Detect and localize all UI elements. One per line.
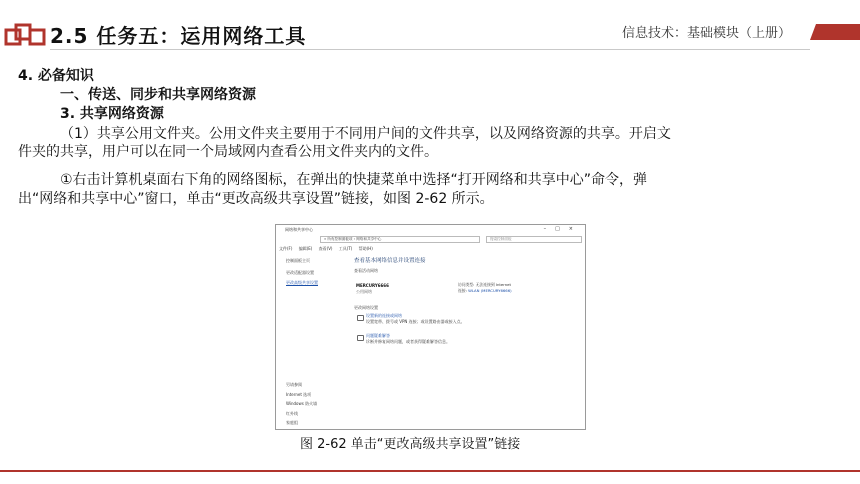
see-also-infrared: 红外线 [286, 410, 298, 416]
new-connection-desc: 设置宽带、拨号或 VPN 连接；或设置路由器或接入点。 [366, 319, 465, 324]
connection-label: 连接: [458, 288, 467, 293]
left-link-adapter: 更改适配器设置 [286, 270, 314, 275]
change-settings-label: 更改网络设置 [354, 305, 378, 310]
troubleshoot-icon [357, 335, 364, 341]
new-connection-icon [357, 315, 364, 321]
header-divider [50, 49, 810, 50]
active-network-label: 查看活动网络 [354, 268, 378, 273]
new-connection-item [366, 313, 465, 325]
header-accent-bar [810, 24, 860, 40]
section-heading: 4. 必备知识 [18, 68, 94, 84]
footer-line [0, 470, 860, 472]
see-also-label: 另请参阅 [286, 382, 302, 387]
figure-caption: 图 2-62 单击“更改高级共享设置”链接 [300, 437, 521, 452]
see-also-list [286, 382, 317, 430]
window-title: 网络和共享中心 [285, 227, 313, 232]
menu-edit: 编辑(E) [298, 246, 313, 251]
paragraph-1-line-2: 件夹的共享，用户可以在同一个局域网内查看公用文件夹内的文件。 [18, 144, 438, 160]
subsection-heading: 一、传送、同步和共享网络资源 [60, 87, 256, 103]
main-panel [354, 256, 582, 274]
search-box: 搜索控制面板 [486, 236, 582, 243]
access-label: 访问类型: [458, 282, 475, 287]
menu-tools: 工具(T) [338, 246, 353, 251]
troubleshoot-desc: 诊断并修复网络问题，或者获得疑难解答信息。 [366, 339, 450, 344]
paragraph-2-line-2: 出“网络和共享中心”窗口，单击“更改高级共享设置”链接，如图 2-62 所示。 [18, 191, 494, 207]
network-sharing-center-screenshot [275, 224, 586, 430]
see-also-internet: Internet 选项 [286, 391, 312, 397]
logo-icon [4, 22, 48, 48]
book-title: 信息技术：基础模块（上册） [622, 26, 792, 41]
menu-bar [279, 246, 378, 252]
left-link-advanced-sharing: 更改高级共享设置 [286, 280, 318, 285]
access-value: 无法连接到 Internet [475, 282, 511, 287]
topic-heading: 3. 共享网络资源 [60, 106, 164, 122]
see-also-firewall: Windows 防火墙 [286, 401, 318, 406]
paragraph-1-line-1: （1）共享公用文件夹。公用文件夹主要用于不同用户间的文件共享，以及网络资源的共享。开启文 [60, 126, 671, 142]
network-info [356, 283, 389, 295]
network-access [458, 282, 512, 294]
troubleshoot-link: 问题疑难解答 [366, 333, 390, 338]
network-type: 公用网络 [356, 289, 372, 294]
connection-value: WLAN (MERCURY6666) [468, 288, 512, 293]
menu-view: 查看(V) [318, 246, 333, 251]
troubleshoot-item [366, 333, 450, 345]
network-name: MERCURY6666 [356, 283, 389, 288]
left-nav [286, 258, 354, 290]
see-also-homegroup: 家庭组 [286, 420, 298, 425]
main-heading: 查看基本网络信息并设置连接 [354, 258, 426, 264]
left-link-home: 控制面板主页 [286, 258, 310, 263]
new-connection-link: 设置新的连接或网络 [366, 313, 402, 318]
menu-file: 文件(F) [279, 246, 293, 251]
menu-help: 帮助(H) [358, 246, 373, 251]
page-title: 2.5 任务五：运用网络工具 [50, 24, 307, 48]
paragraph-2-line-1: ①右击计算机桌面右下角的网络图标，在弹出的快捷菜单中选择“打开网络和共享中心”命令，弹 [60, 172, 648, 188]
window-controls: –□× [543, 226, 582, 232]
address-bar: « 所有控制面板项 › 网络和共享中心 [320, 236, 480, 243]
